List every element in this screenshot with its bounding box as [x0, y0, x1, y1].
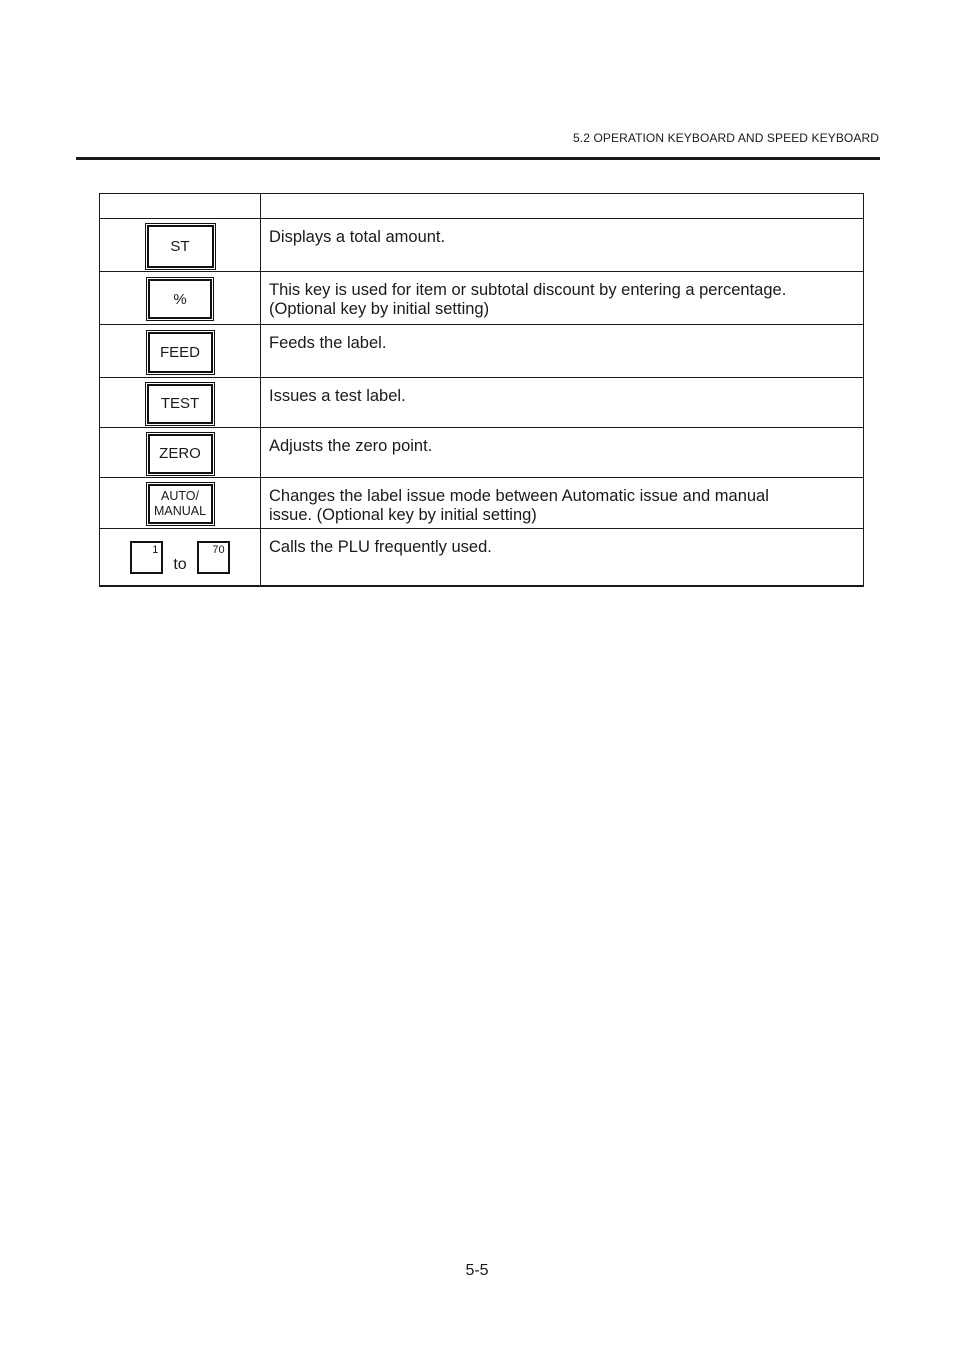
key-cell — [100, 428, 261, 478]
plu-key-range — [100, 539, 260, 574]
running-header: 5.2 OPERATION KEYBOARD AND SPEED KEYBOARD — [573, 131, 879, 145]
table-row — [100, 529, 864, 586]
key-cell — [100, 272, 261, 325]
auto-manual-key — [148, 484, 213, 524]
description-text: (Optional key by initial setting) — [269, 300, 490, 318]
st-key: ST — [147, 225, 214, 268]
table-row — [100, 219, 864, 272]
test-key: TEST — [147, 384, 213, 424]
description-cell — [261, 325, 864, 378]
table-row — [100, 325, 864, 378]
key-cell — [100, 325, 261, 378]
key-cell — [100, 478, 261, 529]
zero-key: ZERO — [148, 434, 213, 474]
table-header-description-cell — [261, 194, 864, 219]
plu-key-first — [130, 541, 163, 574]
percent-key: % — [148, 279, 212, 319]
description-text: Issues a test label. — [269, 387, 406, 405]
range-separator: to — [173, 555, 187, 573]
description-cell — [261, 428, 864, 478]
key-cell — [100, 378, 261, 428]
table-header-key-cell — [100, 194, 261, 219]
page-number: 5-5 — [465, 1262, 489, 1279]
table-header-row — [100, 194, 864, 219]
table-row — [100, 478, 864, 529]
description-text: This key is used for item or subtotal discount by entering a percentage. — [269, 281, 787, 299]
description-text: Displays a total amount. — [269, 228, 446, 246]
table-row — [100, 378, 864, 428]
description-cell — [261, 478, 864, 529]
table-row — [100, 428, 864, 478]
description-text: issue. (Optional key by initial setting) — [269, 506, 537, 524]
auto-manual-key-label-line: AUTO/ — [161, 489, 199, 503]
auto-manual-key-label-line: MANUAL — [153, 504, 207, 518]
table-row — [100, 272, 864, 325]
description-cell — [261, 272, 864, 325]
key-cell — [100, 529, 261, 586]
key-cell — [100, 219, 261, 272]
description-text: Changes the label issue mode between Automatic issue and manual — [269, 487, 769, 505]
description-cell — [261, 529, 864, 586]
plu-key-first-label: 1 — [152, 544, 159, 557]
feed-key: FEED — [148, 332, 213, 373]
description-text: Calls the PLU frequently used. — [269, 538, 492, 556]
plu-key-last — [197, 541, 230, 574]
description-cell — [261, 378, 864, 428]
description-text: Feeds the label. — [269, 334, 387, 352]
key-description-table — [99, 193, 864, 587]
description-cell — [261, 219, 864, 272]
plu-key-last-label: 70 — [212, 544, 225, 557]
header-rule — [76, 157, 880, 160]
description-text: Adjusts the zero point. — [269, 437, 433, 455]
